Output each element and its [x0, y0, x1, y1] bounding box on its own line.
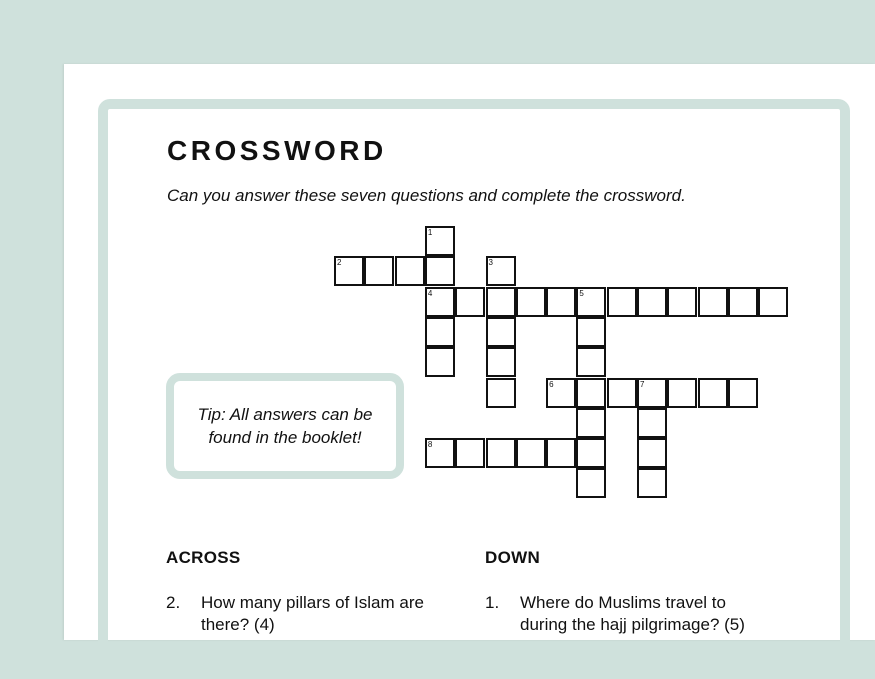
clue-number-label: 2 — [337, 258, 342, 268]
crossword-cell[interactable] — [546, 438, 576, 468]
clue-number-label: 4 — [427, 288, 433, 298]
crossword-cell[interactable] — [576, 347, 606, 377]
tip-box — [166, 373, 404, 479]
crossword-cell[interactable] — [486, 317, 516, 347]
crossword-cell[interactable] — [425, 347, 455, 377]
clue-number-label: 5 — [579, 288, 584, 298]
clue-number-label: 8 — [427, 440, 433, 450]
clue-number-label: 3 — [488, 258, 493, 268]
crossword-cell[interactable] — [455, 287, 485, 317]
crossword-cell[interactable] — [364, 256, 394, 286]
crossword-cell[interactable] — [546, 287, 576, 317]
crossword-cell[interactable] — [576, 438, 606, 468]
crossword-cell[interactable] — [486, 378, 516, 408]
tip-text: Tip: All answers can be found in the booklet! — [197, 405, 373, 447]
across-heading: ACROSS — [166, 548, 241, 567]
crossword-cell[interactable] — [698, 378, 728, 408]
clue-number-label: 6 — [549, 379, 554, 389]
crossword-cell[interactable] — [576, 317, 606, 347]
crossword-cell[interactable] — [455, 438, 485, 468]
clue-text: Where do Muslims travel to during the hajj pilgrimage? (5) — [520, 593, 745, 634]
crossword-cell[interactable] — [425, 256, 455, 286]
crossword-cell[interactable] — [516, 438, 546, 468]
crossword-cell[interactable] — [637, 438, 667, 468]
crossword-cell[interactable] — [576, 378, 606, 408]
crossword-cell[interactable] — [576, 408, 606, 438]
crossword-cell[interactable] — [395, 256, 425, 286]
clue-number-label: 7 — [640, 379, 645, 389]
clue-text: How many pillars of Islam are there? (4) — [201, 593, 424, 634]
crossword-cell[interactable] — [637, 287, 667, 317]
crossword-cell[interactable] — [425, 317, 455, 347]
crossword-cell[interactable] — [758, 287, 788, 317]
crossword-cell[interactable] — [637, 408, 667, 438]
crossword-cell[interactable] — [576, 468, 606, 498]
page-title: CROSSWORD — [167, 135, 387, 166]
crossword-cell[interactable] — [728, 378, 758, 408]
intro-text: Can you answer these seven questions and complete the crossword. — [167, 186, 686, 205]
crossword-cell[interactable] — [698, 287, 728, 317]
crossword-cell[interactable] — [607, 378, 637, 408]
down-heading: DOWN — [485, 548, 541, 567]
crossword-cell[interactable] — [728, 287, 758, 317]
crossword-cell[interactable] — [667, 287, 697, 317]
crossword-cell[interactable] — [486, 438, 516, 468]
clue-number: 2. — [166, 593, 181, 612]
clue-number-label: 1 — [427, 228, 433, 237]
clue-number: 1. — [485, 593, 500, 612]
crossword-cell[interactable] — [486, 347, 516, 377]
crossword-cell[interactable] — [667, 378, 697, 408]
crossword-cell[interactable] — [486, 287, 516, 317]
crossword-cell[interactable] — [607, 287, 637, 317]
crossword-cell[interactable] — [637, 468, 667, 498]
crossword-cell[interactable] — [516, 287, 546, 317]
